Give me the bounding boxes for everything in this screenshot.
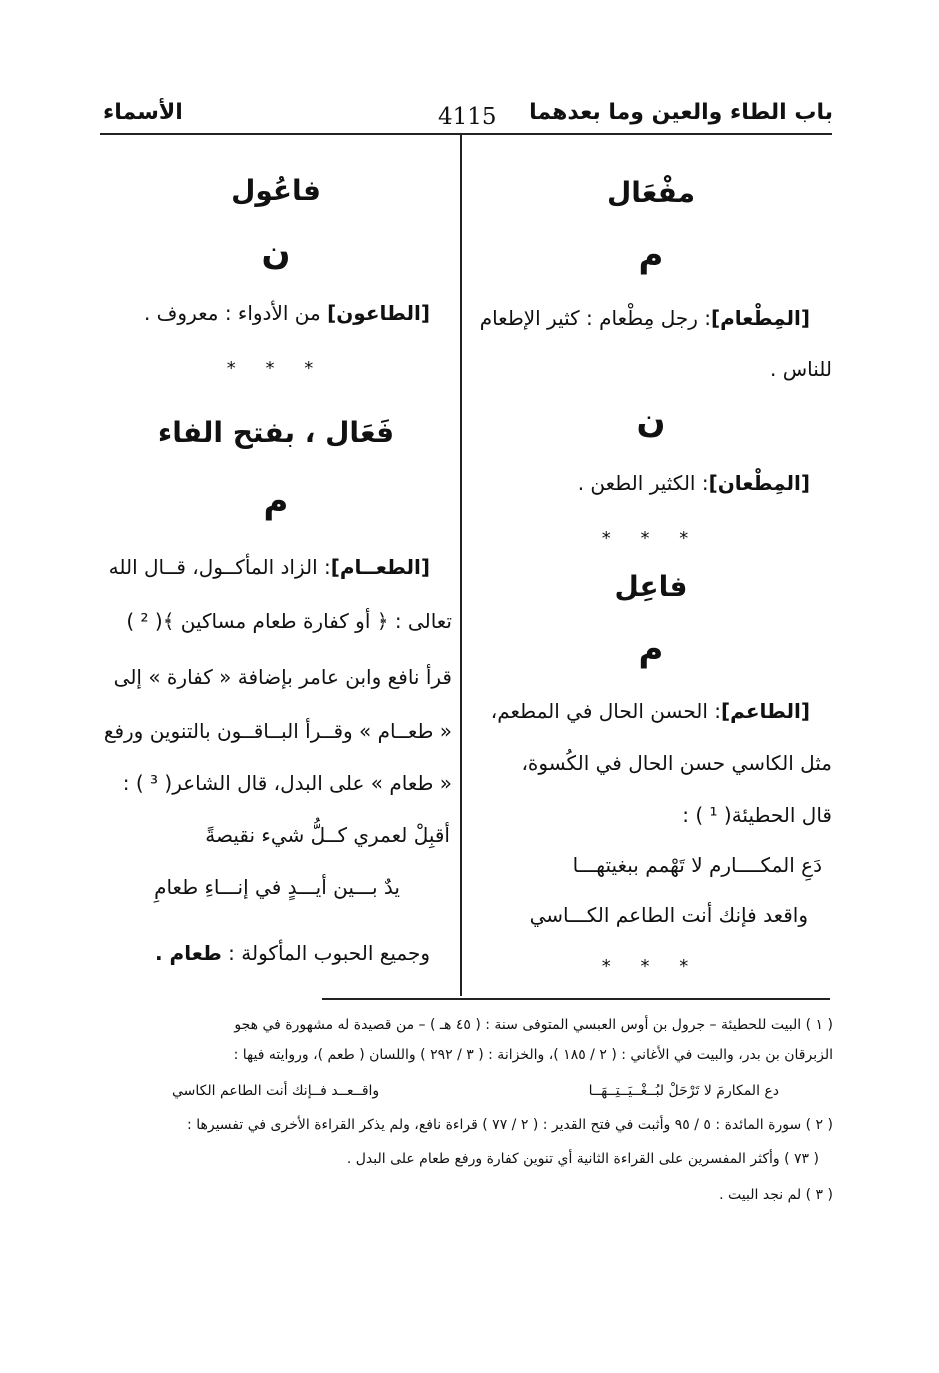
page-number: 4115: [438, 104, 497, 130]
entry-text: من الأدواء : معروف .: [143, 301, 321, 325]
footnote-line: الزبرقان بن بدر، والبيت في الأغاني : ( ٢ / ١٨٥ )، والخزانة : ( ٣ / ٢٩٢ ) واللسان ( طعم )، وروايته فيها :: [233, 1047, 833, 1063]
entry-term: [المِطْعان]: [708, 471, 810, 495]
section-separator: * * *: [226, 358, 326, 379]
entry-line: [100, 554, 452, 580]
pattern-heading: مفْعَال: [606, 176, 696, 209]
entry-text: : الكثير الطعن .: [577, 471, 709, 495]
letter-heading: م: [638, 235, 664, 275]
entry-term: [الطعــام]: [330, 555, 430, 579]
entry-line: « طعام » على البدل، قال الشاعر( ³ ) :: [122, 771, 452, 795]
entry-line: « طعــام » وقــرأ البــاقــون بالتنوين ورفع: [103, 719, 452, 743]
footnote-line: ( ٣ ) لم نجد البيت .: [719, 1187, 833, 1203]
verse-line: دَعِ المكــــارم لا تَهْمم ببغيتهـــا: [572, 853, 822, 877]
verse-line: واقعد فإنك أنت الطاعم الكـــاسي: [529, 903, 808, 927]
entry-line: قال الحطيئة( ¹ ) :: [682, 803, 832, 827]
entry-line: [470, 470, 832, 496]
column-divider: [460, 134, 462, 996]
pattern-heading: فَعَال ، بفتح الفاء: [157, 416, 395, 449]
entry-line: [100, 940, 452, 966]
entry-text: : رجل مِطْعام : كثير الإطعام: [479, 306, 711, 330]
header-divider: [100, 133, 832, 135]
chapter-title: باب الطاء والعين وما بعدهما: [529, 100, 833, 125]
entry-term: [الطاعم]: [721, 699, 810, 723]
letter-heading: م: [263, 481, 289, 521]
entry-line: [100, 300, 452, 326]
entry-term: [الطاعون]: [327, 301, 430, 325]
entry-text: : الحسن الحال في المطعم،: [490, 699, 722, 723]
footnote-divider: [322, 998, 830, 1000]
footnote-verse: دع المكارمَ لا تَرْحَلْ لبُــغْــيَــتِــهَــا: [588, 1083, 779, 1099]
footnote-verse: واقــعــد فــإنك أنت الطاعم الكاسي: [172, 1083, 380, 1099]
pattern-heading: فاعُول: [231, 174, 321, 207]
letter-heading: ن: [261, 233, 291, 273]
footnote-line: ( ٧٣ ) وأكثر المفسرين على القراءة الثانية أي تنوين كفارة ورفع طعام على البدل .: [346, 1151, 819, 1167]
entry-line: [470, 305, 832, 331]
entry-line: تعالى : ﴿ أو كفارة طعام مساكين ﴾( ² ): [126, 609, 452, 633]
entry-text: : الزاد المأكــول، قــال الله: [108, 555, 331, 579]
entry-term: طعام .: [154, 941, 222, 965]
footnote-line: ( ١ ) البيت للحطيئة – جرول بن أوس العبسي المتوفى سنة : ( ٤٥ هـ ) – من قصيدة له مشهورة في هجو: [234, 1017, 833, 1033]
footnote-line: ( ٢ ) سورة المائدة : ٥ / ٩٥ وأثبت في فتح القدير : ( ٢ / ٧٧ ) قراءة نافع، ولم يذكر القراءة الأخرى في تفسيرها :: [187, 1117, 833, 1133]
section-separator: * * *: [601, 956, 701, 977]
verse-line: أقبِلْ لعمري كــلُّ شيء نقيصةً: [205, 823, 450, 847]
verse-line: يدٌ بـــين أيـــدٍ في إنـــاءِ طعامِ: [154, 875, 400, 899]
letter-heading: م: [638, 629, 664, 669]
entry-line: مثل الكاسي حسن الحال في الكُسوة،: [521, 751, 832, 775]
entry-line: للناس .: [770, 357, 832, 381]
entry-text: وجميع الحبوب المأكولة :: [221, 941, 430, 965]
letter-heading: ن: [636, 401, 666, 441]
entry-term: [المِطْعام]: [711, 306, 810, 330]
section-title: الأسماء: [103, 100, 183, 125]
entry-line: قرأ نافع وابن عامر بإضافة « كفارة » إلى: [113, 665, 452, 689]
pattern-heading: فاعِل: [614, 570, 688, 603]
section-separator: * * *: [601, 528, 701, 549]
entry-line: [470, 698, 832, 724]
